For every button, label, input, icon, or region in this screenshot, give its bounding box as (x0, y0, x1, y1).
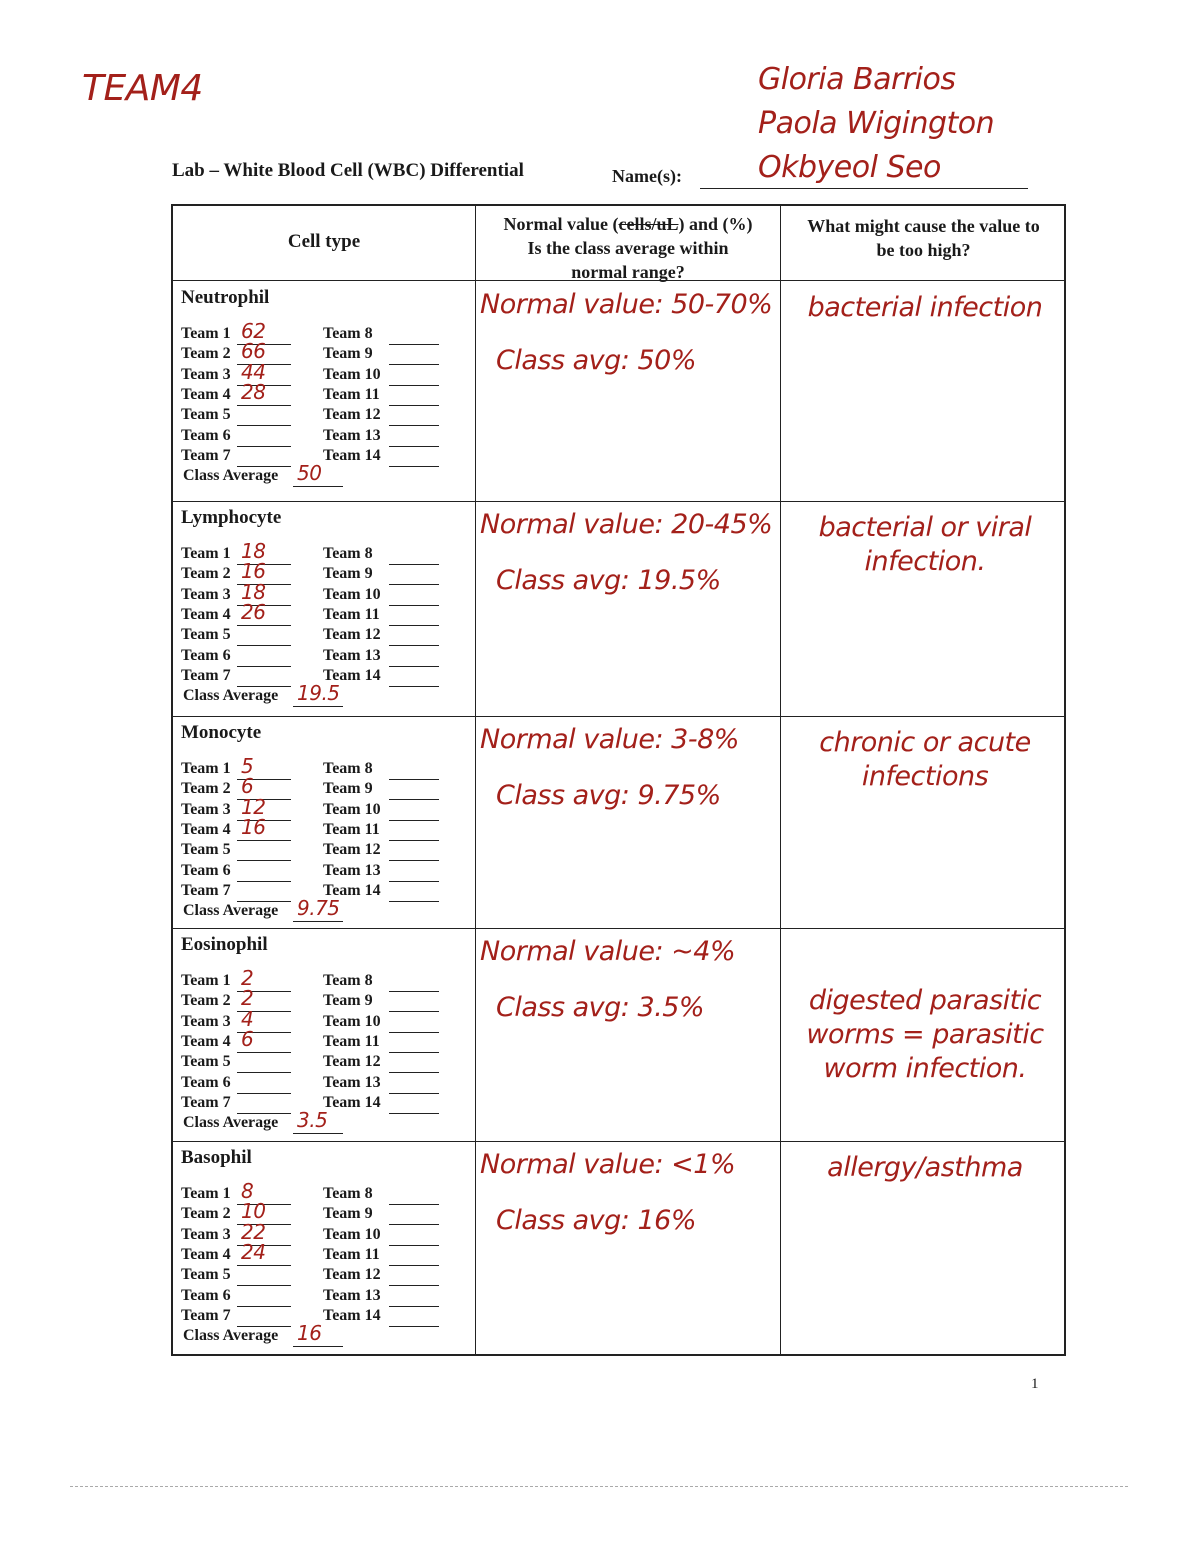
team-value-blank (389, 666, 439, 667)
team-label: Team 3 (181, 365, 231, 383)
class-avg-text: Class avg: 19.5% (496, 565, 721, 596)
team-label: Team 10 (323, 800, 381, 818)
team-value: 66 (241, 339, 266, 364)
team-label: TEAM4 (82, 68, 203, 109)
team-value-blank (237, 840, 291, 841)
team-value-blank (389, 344, 439, 345)
team-value-blank (389, 1306, 439, 1307)
team-label: Team 13 (323, 1286, 381, 1304)
team-entry (181, 1074, 231, 1094)
team-label: Team 14 (323, 1306, 381, 1324)
team-label: Team 9 (323, 780, 373, 798)
team-label: Team 1 (181, 1185, 231, 1202)
team-value-blank (237, 1285, 291, 1286)
team-value-blank (389, 1113, 439, 1114)
team-entry (323, 1185, 373, 1205)
team-label: Team 5 (181, 406, 231, 424)
team-entry (181, 760, 231, 780)
cell-type-name: Eosinophil (181, 934, 268, 955)
team-label: Team 5 (181, 626, 231, 644)
team-label: Team 6 (181, 1286, 231, 1304)
team-entry (181, 647, 231, 667)
team-value-blank (389, 686, 439, 687)
team-entry (323, 606, 380, 626)
cause-text: bacterial infection (807, 292, 1043, 323)
team-value-blank (237, 405, 291, 406)
student-name-2: Paola Wigington (758, 106, 995, 141)
class-average-label: Class Average (183, 1327, 279, 1345)
team-value-blank (389, 1072, 439, 1073)
team-value-blank (237, 446, 291, 447)
team-label: Team 11 (323, 385, 380, 403)
normal-value-cell (478, 928, 778, 1141)
team-entry (323, 1307, 381, 1327)
student-names (758, 58, 994, 190)
cause-text: allergy/asthma (827, 1152, 1023, 1183)
class-average-blank (293, 1133, 343, 1134)
team-value-blank (237, 1072, 291, 1073)
team-entry (181, 345, 231, 365)
team-value-blank (389, 385, 439, 386)
cause-text: digested parasitic worms = parasitic worm infection. (806, 985, 1044, 1084)
team-value: 24 (241, 1239, 266, 1264)
team-label: Team 2 (181, 565, 231, 583)
team-label: Team 3 (181, 1012, 231, 1030)
team-value-blank (389, 1032, 439, 1033)
cell-type-section (173, 501, 475, 716)
class-avg-text: Class avg: 50% (496, 345, 696, 376)
team-value-blank (237, 666, 291, 667)
cause-cell (783, 501, 1063, 716)
team-entry (181, 1226, 231, 1246)
team-entry (323, 760, 373, 780)
team-value-blank (389, 901, 439, 902)
team-label: Team 4 (181, 820, 231, 838)
team-entry (181, 1033, 231, 1053)
team-entry (323, 345, 373, 365)
team-label: Team 11 (323, 605, 380, 623)
team-label: Team 3 (181, 800, 231, 818)
team-entry (323, 406, 381, 426)
team-label: Team 8 (323, 545, 373, 562)
team-value-blank (389, 860, 439, 861)
team-entry (323, 1246, 380, 1266)
team-label: Team 7 (181, 1306, 231, 1324)
team-entry (181, 447, 231, 467)
cell-type-section (173, 716, 475, 928)
team-entry (323, 801, 381, 821)
team-label: Team 6 (181, 426, 231, 444)
team-label: Team 14 (323, 446, 381, 464)
team-label: Team 2 (181, 992, 231, 1010)
column-divider (780, 206, 781, 1354)
team-entry (323, 1053, 381, 1073)
team-label: Team 12 (323, 626, 381, 644)
cell-type-section (173, 1141, 475, 1354)
team-label: Team 8 (323, 325, 373, 342)
team-label: Team 1 (181, 972, 231, 989)
team-value-blank (389, 1245, 439, 1246)
team-label: Team 5 (181, 841, 231, 859)
normal-value-text: Normal value: <1% (480, 1149, 736, 1180)
page-number: 1 (1031, 1376, 1039, 1392)
team-entry (181, 565, 231, 585)
team-label: Team 12 (323, 406, 381, 424)
normal-value-text: Normal value: 3-8% (480, 724, 739, 755)
team-value-blank (389, 405, 439, 406)
team-label: Team 12 (323, 1053, 381, 1071)
column-divider (475, 206, 476, 1354)
team-entry (323, 366, 381, 386)
cause-cell (783, 716, 1063, 928)
team-entry (323, 862, 381, 882)
team-label: Team 3 (181, 1225, 231, 1243)
team-value: 5 (241, 754, 254, 778)
team-value-blank (389, 1204, 439, 1205)
team-label: Team 4 (181, 385, 231, 403)
team-label: Team 7 (181, 666, 231, 684)
team-label: Team 13 (323, 1073, 381, 1091)
team-label: Team 8 (323, 1185, 373, 1202)
cell-type-section (173, 928, 475, 1141)
team-label: Team 12 (323, 841, 381, 859)
team-label: Team 1 (181, 760, 231, 777)
team-label: Team 4 (181, 605, 231, 623)
page-edge-line (70, 1486, 1128, 1487)
class-average-blank (293, 1346, 343, 1347)
class-average-value: 50 (297, 461, 322, 486)
team-value: 6 (241, 774, 254, 799)
team-label: Team 10 (323, 365, 381, 383)
team-value-blank (389, 779, 439, 780)
cell-type-section (173, 281, 475, 501)
col-header-cause: What might cause the value to be too high? (807, 216, 1040, 260)
team-label: Team 14 (323, 1093, 381, 1111)
team-label: Team 6 (181, 1073, 231, 1091)
team-entry (181, 545, 231, 565)
class-average-value: 16 (297, 1321, 322, 1346)
team-label: Team 6 (181, 646, 231, 664)
wbc-differential-table (171, 204, 1066, 1356)
team-label: Team 7 (181, 1093, 231, 1111)
team-entry (181, 1287, 231, 1307)
team-value-blank (389, 605, 439, 606)
class-average-blank (293, 706, 343, 707)
team-entry (181, 626, 231, 646)
team-label: Team 11 (323, 1032, 380, 1050)
team-value-blank (389, 820, 439, 821)
team-value-blank (389, 645, 439, 646)
team-value-blank (389, 425, 439, 426)
class-avg-text: Class avg: 16% (496, 1205, 696, 1236)
student-name-3: Okbyeol Seo (758, 150, 941, 185)
team-label: Team 1 (181, 545, 231, 562)
team-entry (181, 1185, 231, 1205)
team-entry (181, 325, 231, 345)
team-label: Team 5 (181, 1266, 231, 1284)
team-value-blank (237, 625, 291, 626)
normal-value-text: Normal value: ~4% (480, 936, 736, 967)
team-entry (323, 427, 381, 447)
team-label: Team 11 (323, 820, 380, 838)
team-label: Team 2 (181, 1205, 231, 1223)
normal-value-cell (478, 716, 778, 928)
team-value-blank (389, 1224, 439, 1225)
team-entry (181, 1266, 231, 1286)
team-value-blank (389, 1265, 439, 1266)
normal-value-cell (478, 1141, 778, 1354)
class-average-label: Class Average (183, 902, 279, 920)
team-entry (181, 606, 231, 626)
team-entry (323, 1013, 381, 1033)
team-label: Team 9 (323, 345, 373, 363)
team-label: Team 10 (323, 1012, 381, 1030)
team-entry (181, 841, 231, 861)
name-label: Name(s): (612, 166, 682, 186)
team-value-blank (389, 1326, 439, 1327)
class-average-blank (293, 486, 343, 487)
team-entry (181, 667, 231, 687)
team-entry (323, 325, 373, 345)
normal-value-text: Normal value: 20-45% (480, 509, 773, 540)
document-title: Lab – White Blood Cell (WBC) Differential (172, 160, 524, 181)
team-value-blank (389, 881, 439, 882)
team-label: Team 8 (323, 972, 373, 989)
team-entry (323, 1094, 381, 1114)
team-entry (181, 586, 231, 606)
cell-type-name: Monocyte (181, 722, 262, 743)
class-average-label: Class Average (183, 1114, 279, 1132)
team-value: 8 (241, 1179, 254, 1203)
class-average-value: 3.5 (297, 1108, 328, 1133)
team-value-blank (237, 881, 291, 882)
team-label: Team 7 (181, 446, 231, 464)
team-value: 28 (241, 379, 266, 404)
team-entry (323, 586, 381, 606)
team-value: 16 (241, 814, 266, 839)
team-entry (323, 1226, 381, 1246)
team-entry (323, 1033, 380, 1053)
team-value-blank (389, 625, 439, 626)
team-value-blank (389, 1285, 439, 1286)
cell-type-name: Basophil (181, 1147, 252, 1168)
cause-text: chronic or acute infections (819, 727, 1031, 792)
team-value: 10 (241, 1199, 266, 1224)
team-value-blank (389, 1093, 439, 1094)
team-entry (323, 386, 380, 406)
team-value-blank (237, 1265, 291, 1266)
team-entry (181, 780, 231, 800)
team-label: Team 13 (323, 426, 381, 444)
normal-value-cell (478, 501, 778, 716)
team-value-blank (389, 1011, 439, 1012)
team-label: Team 13 (323, 861, 381, 879)
team-label: Team 5 (181, 1053, 231, 1071)
team-value: 18 (241, 539, 266, 563)
team-value: 18 (241, 579, 266, 604)
team-entry (323, 626, 381, 646)
team-entry (181, 406, 231, 426)
team-value-blank (237, 860, 291, 861)
class-average-blank (293, 921, 343, 922)
class-average-value: 9.75 (297, 896, 340, 921)
cause-cell (783, 928, 1063, 1141)
team-label: Team 3 (181, 585, 231, 603)
team-value-blank (237, 1052, 291, 1053)
team-value-blank (389, 1052, 439, 1053)
student-name-1: Gloria Barrios (758, 62, 956, 97)
team-entry (323, 1287, 381, 1307)
team-value: 62 (241, 319, 266, 343)
team-entry (323, 647, 381, 667)
team-entry (323, 565, 373, 585)
team-value-blank (389, 840, 439, 841)
class-average-label: Class Average (183, 687, 279, 705)
team-value-blank (389, 584, 439, 585)
team-entry (181, 801, 231, 821)
team-entry (181, 972, 231, 992)
team-entry (181, 1013, 231, 1033)
team-label: Team 2 (181, 345, 231, 363)
team-value-blank (389, 466, 439, 467)
name-field-line (700, 188, 1028, 189)
team-entry (323, 821, 380, 841)
normal-value-text: Normal value: 50-70% (480, 289, 773, 320)
team-value-blank (389, 364, 439, 365)
team-entry (181, 1307, 231, 1327)
team-value-blank (237, 1093, 291, 1094)
team-value: 26 (241, 599, 266, 624)
team-entry (181, 992, 231, 1012)
team-entry (323, 1266, 381, 1286)
team-label: Team 4 (181, 1032, 231, 1050)
team-value: 4 (241, 1006, 254, 1031)
cause-cell (783, 1141, 1063, 1354)
team-entry (323, 992, 373, 1012)
team-label: Team 8 (323, 760, 373, 777)
team-value: 2 (241, 986, 254, 1011)
team-entry (181, 821, 231, 841)
team-value-blank (389, 991, 439, 992)
team-entry (181, 1205, 231, 1225)
col-header-cell-type: Cell type (287, 231, 361, 252)
team-value-blank (389, 799, 439, 800)
team-value-blank (237, 1306, 291, 1307)
team-value: 12 (241, 794, 266, 819)
team-entry (181, 386, 231, 406)
team-entry (181, 882, 231, 902)
team-entry (181, 1053, 231, 1073)
team-value: 6 (241, 1026, 254, 1051)
team-label: Team 9 (323, 992, 373, 1010)
team-label: Team 6 (181, 861, 231, 879)
team-entry (323, 1205, 373, 1225)
team-value-blank (237, 425, 291, 426)
team-entry (181, 427, 231, 447)
class-avg-text: Class avg: 9.75% (496, 780, 721, 811)
cause-cell (783, 281, 1063, 501)
team-entry (323, 545, 373, 565)
team-label: Team 9 (323, 565, 373, 583)
team-value-blank (389, 446, 439, 447)
team-value: 16 (241, 559, 266, 584)
team-entry (181, 862, 231, 882)
team-label: Team 9 (323, 1205, 373, 1223)
class-avg-text: Class avg: 3.5% (496, 992, 705, 1023)
team-label: Team 4 (181, 1245, 231, 1263)
team-entry (181, 1094, 231, 1114)
team-entry (323, 1074, 381, 1094)
team-label: Team 10 (323, 585, 381, 603)
team-value: 44 (241, 359, 266, 384)
team-entry (323, 780, 373, 800)
team-label: Team 2 (181, 780, 231, 798)
team-entry (181, 366, 231, 386)
team-label: Team 10 (323, 1225, 381, 1243)
team-label: Team 1 (181, 325, 231, 342)
team-value: 22 (241, 1219, 266, 1244)
cell-type-name: Neutrophil (181, 287, 270, 308)
team-label: Team 14 (323, 666, 381, 684)
team-label: Team 7 (181, 881, 231, 899)
team-value-blank (389, 564, 439, 565)
team-entry (323, 841, 381, 861)
class-average-value: 19.5 (297, 681, 340, 706)
team-value: 2 (241, 966, 254, 990)
team-label: Team 11 (323, 1245, 380, 1263)
cell-type-name: Lymphocyte (181, 507, 282, 528)
team-label: Team 12 (323, 1266, 381, 1284)
team-entry (323, 972, 373, 992)
team-label: Team 14 (323, 881, 381, 899)
team-label: Team 13 (323, 646, 381, 664)
normal-value-cell (478, 281, 778, 501)
team-value-blank (237, 645, 291, 646)
team-entry (181, 1246, 231, 1266)
team-entry (323, 447, 381, 467)
col-header-normal-value: Normal value (cells/uL) and (%) Is the class average within normal range? (503, 214, 753, 282)
cause-text: bacterial or viral infection. (818, 512, 1032, 577)
class-average-label: Class Average (183, 467, 279, 485)
